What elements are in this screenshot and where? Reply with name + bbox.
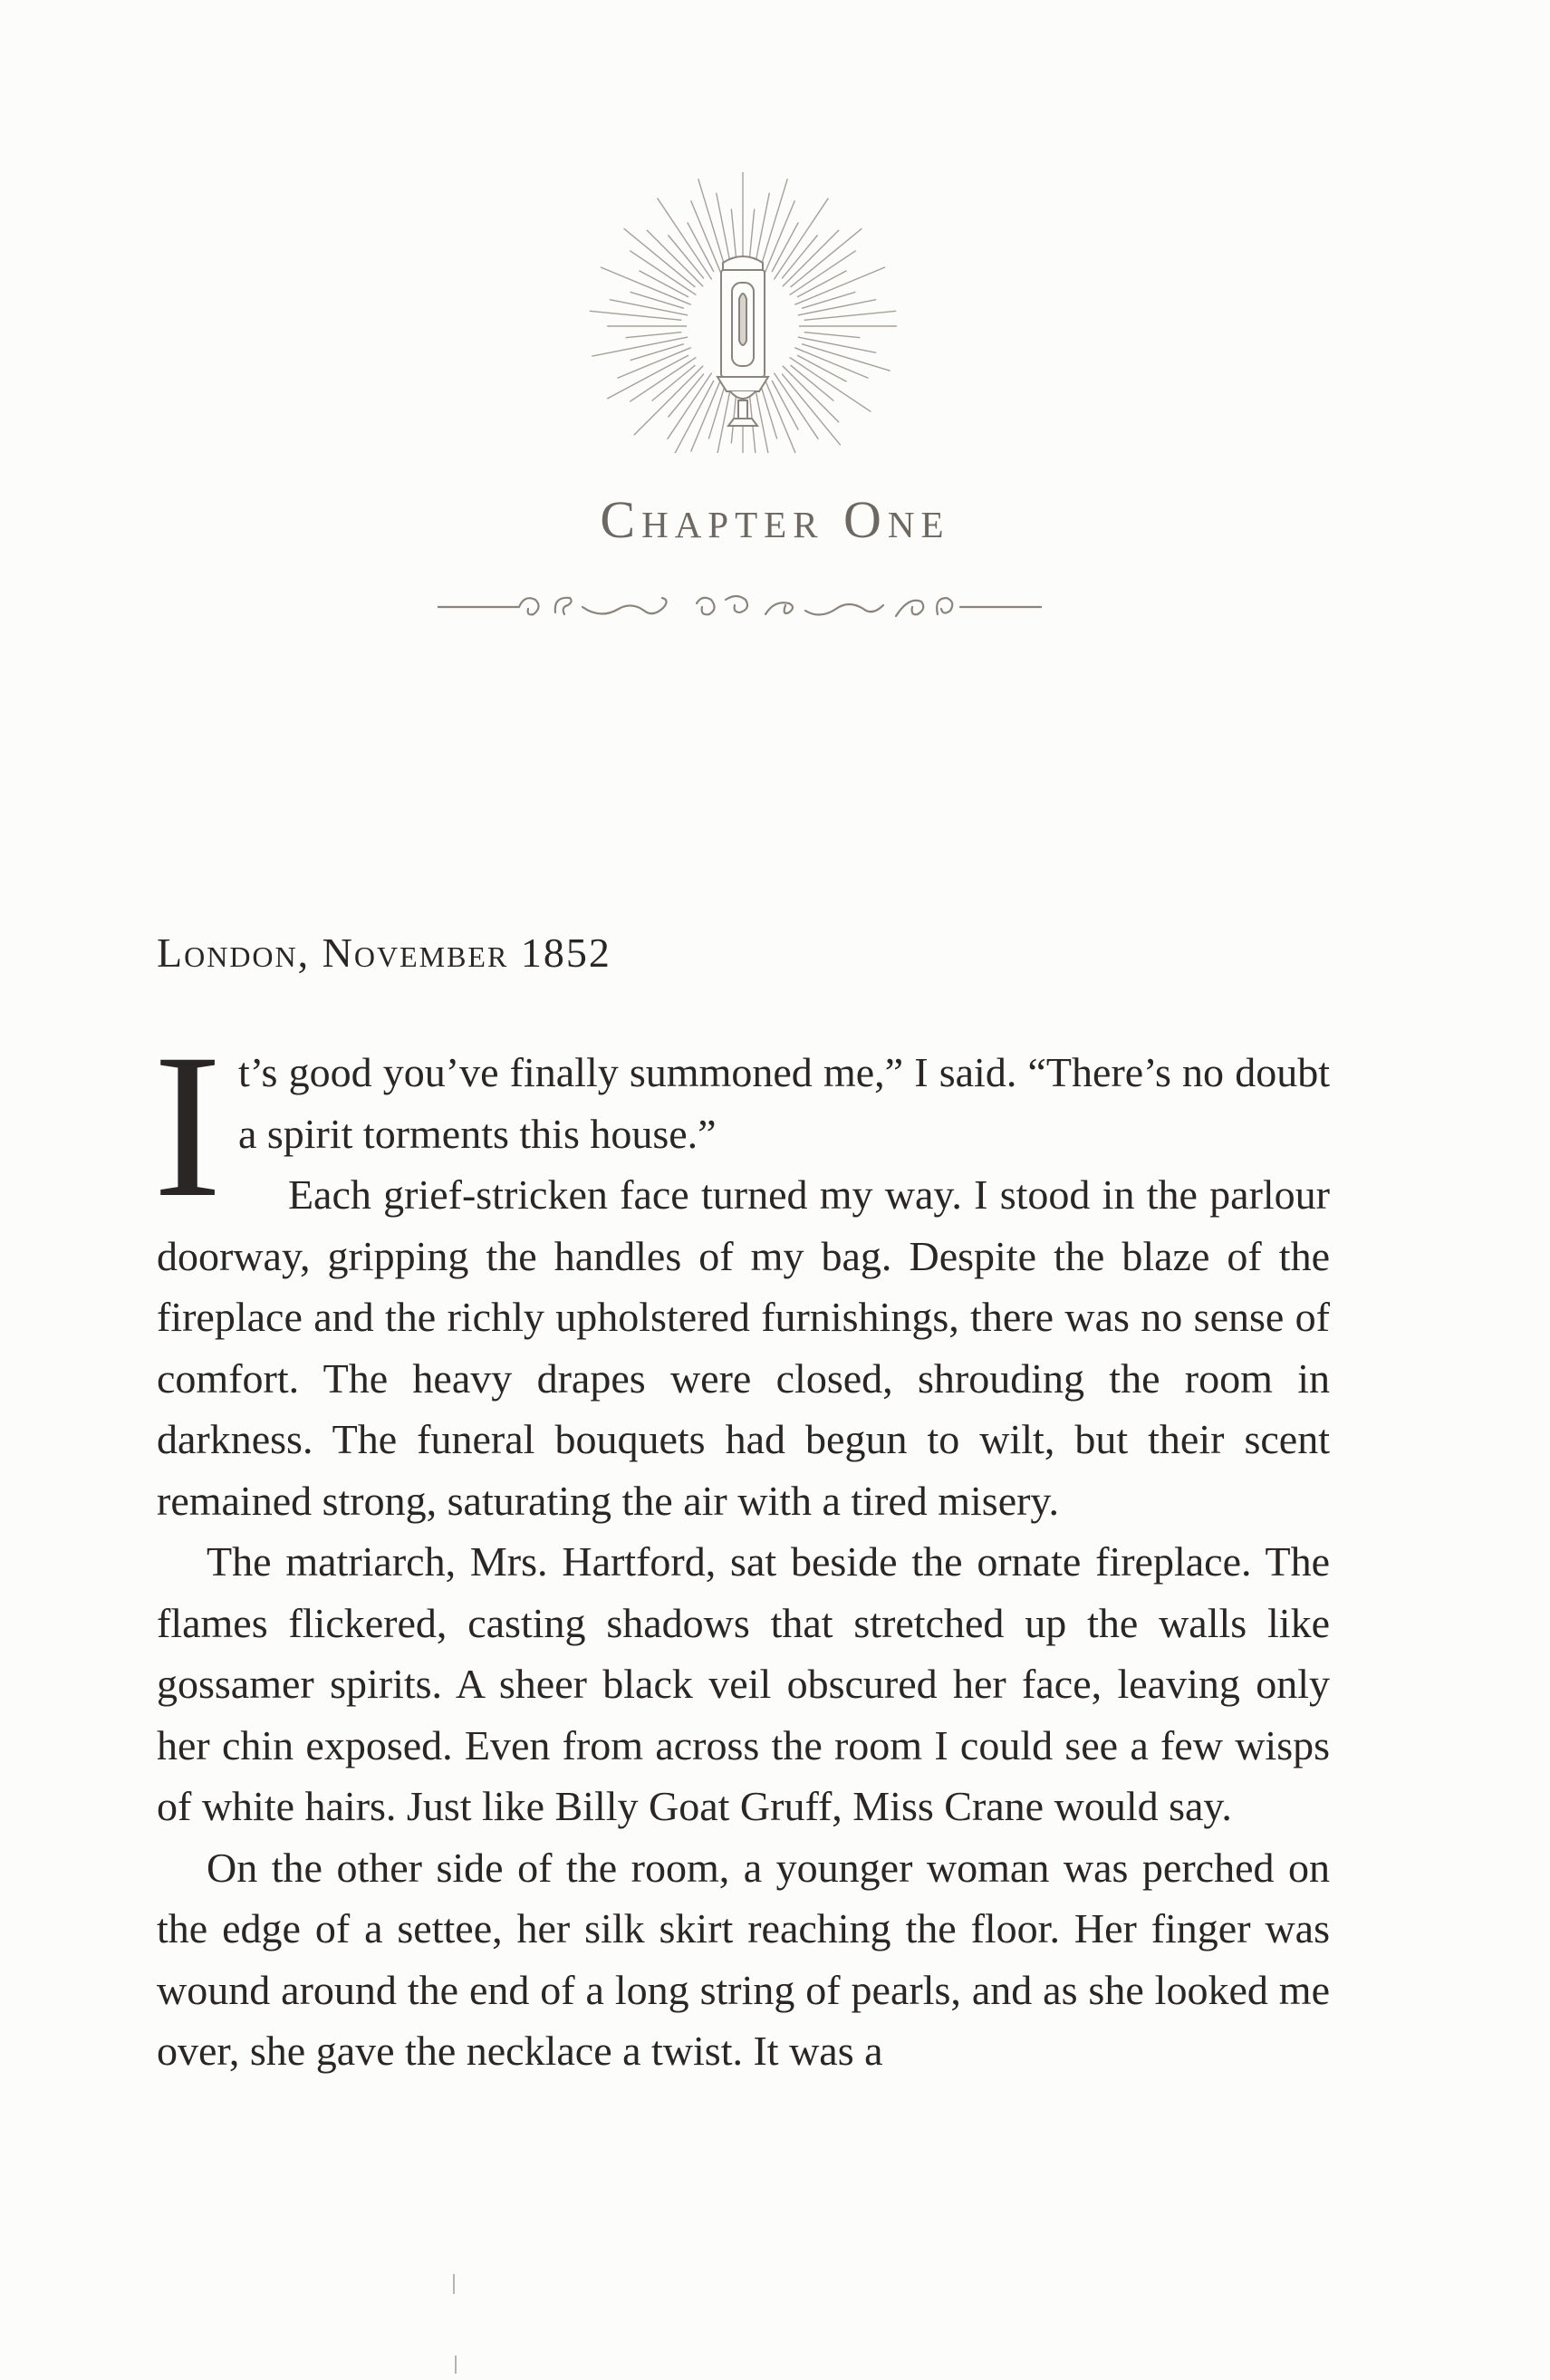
drop-cap: I — [153, 1012, 222, 1240]
lantern-ray — [804, 311, 897, 320]
paragraph-text: t’s good you’ve finally summoned me,” I said. “There’s no doubt a spirit torments this house.” — [237, 1049, 1330, 1157]
lantern-ray — [783, 366, 839, 422]
lantern-ray — [647, 230, 703, 286]
lantern-ray — [624, 228, 696, 287]
chapter-body — [153, 1012, 1330, 2082]
lantern-ray — [626, 332, 682, 338]
lantern-ray — [698, 178, 726, 267]
lantern-ray — [783, 230, 839, 286]
lantern-ray — [798, 300, 876, 315]
lantern-ray — [782, 374, 841, 446]
lantern-ray — [761, 178, 788, 267]
chapter-title: Chapter One — [600, 490, 950, 549]
paragraph — [153, 1012, 1330, 1240]
lantern-ray — [798, 337, 876, 352]
scan-mark — [455, 2356, 457, 2374]
lantern-ray — [610, 300, 688, 315]
lantern-ray — [590, 311, 682, 320]
scan-mark — [453, 2274, 455, 2294]
flourish-divider-icon — [438, 580, 1042, 634]
location-heading: London, November 1852 — [157, 930, 611, 976]
lantern-ray — [791, 228, 862, 287]
paragraph: On the other side of the room, a younger woman was perched on the edge of a settee, her silk skirt reaching the floor. Her finger was wound around the end of a long string of pearls, and as she looked me over, she gave the necklace a twist. It was a — [157, 1844, 1330, 2074]
paragraph: Each grief-stricken face turned my way. I stood in the parlour doorway, gripping the handles of my bag. Despite the blaze of the fireplace and the richly upholstered furnishings, there was no sense of comfort. The heavy drapes were closed, shrouding the room in darkness. The funeral bouquets had begun to wilt, but their scent remained strong, saturating the air with a tired misery. — [157, 1171, 1330, 1524]
lantern-ray — [804, 332, 861, 338]
radiant-lantern-icon — [562, 163, 924, 453]
lantern-ray — [802, 344, 891, 371]
paragraph: The matriarch, Mrs. Hartford, sat beside the ornate fireplace. The flames flickered, casting shadows that stretched up the walls like gossamer spirits. A sheer black veil obscured her face, leaving only her chin exposed. Even from across the room I could see a few wisps of white hairs. Just like Billy Goat Gruff, Miss Crane would say. — [157, 1538, 1330, 1829]
